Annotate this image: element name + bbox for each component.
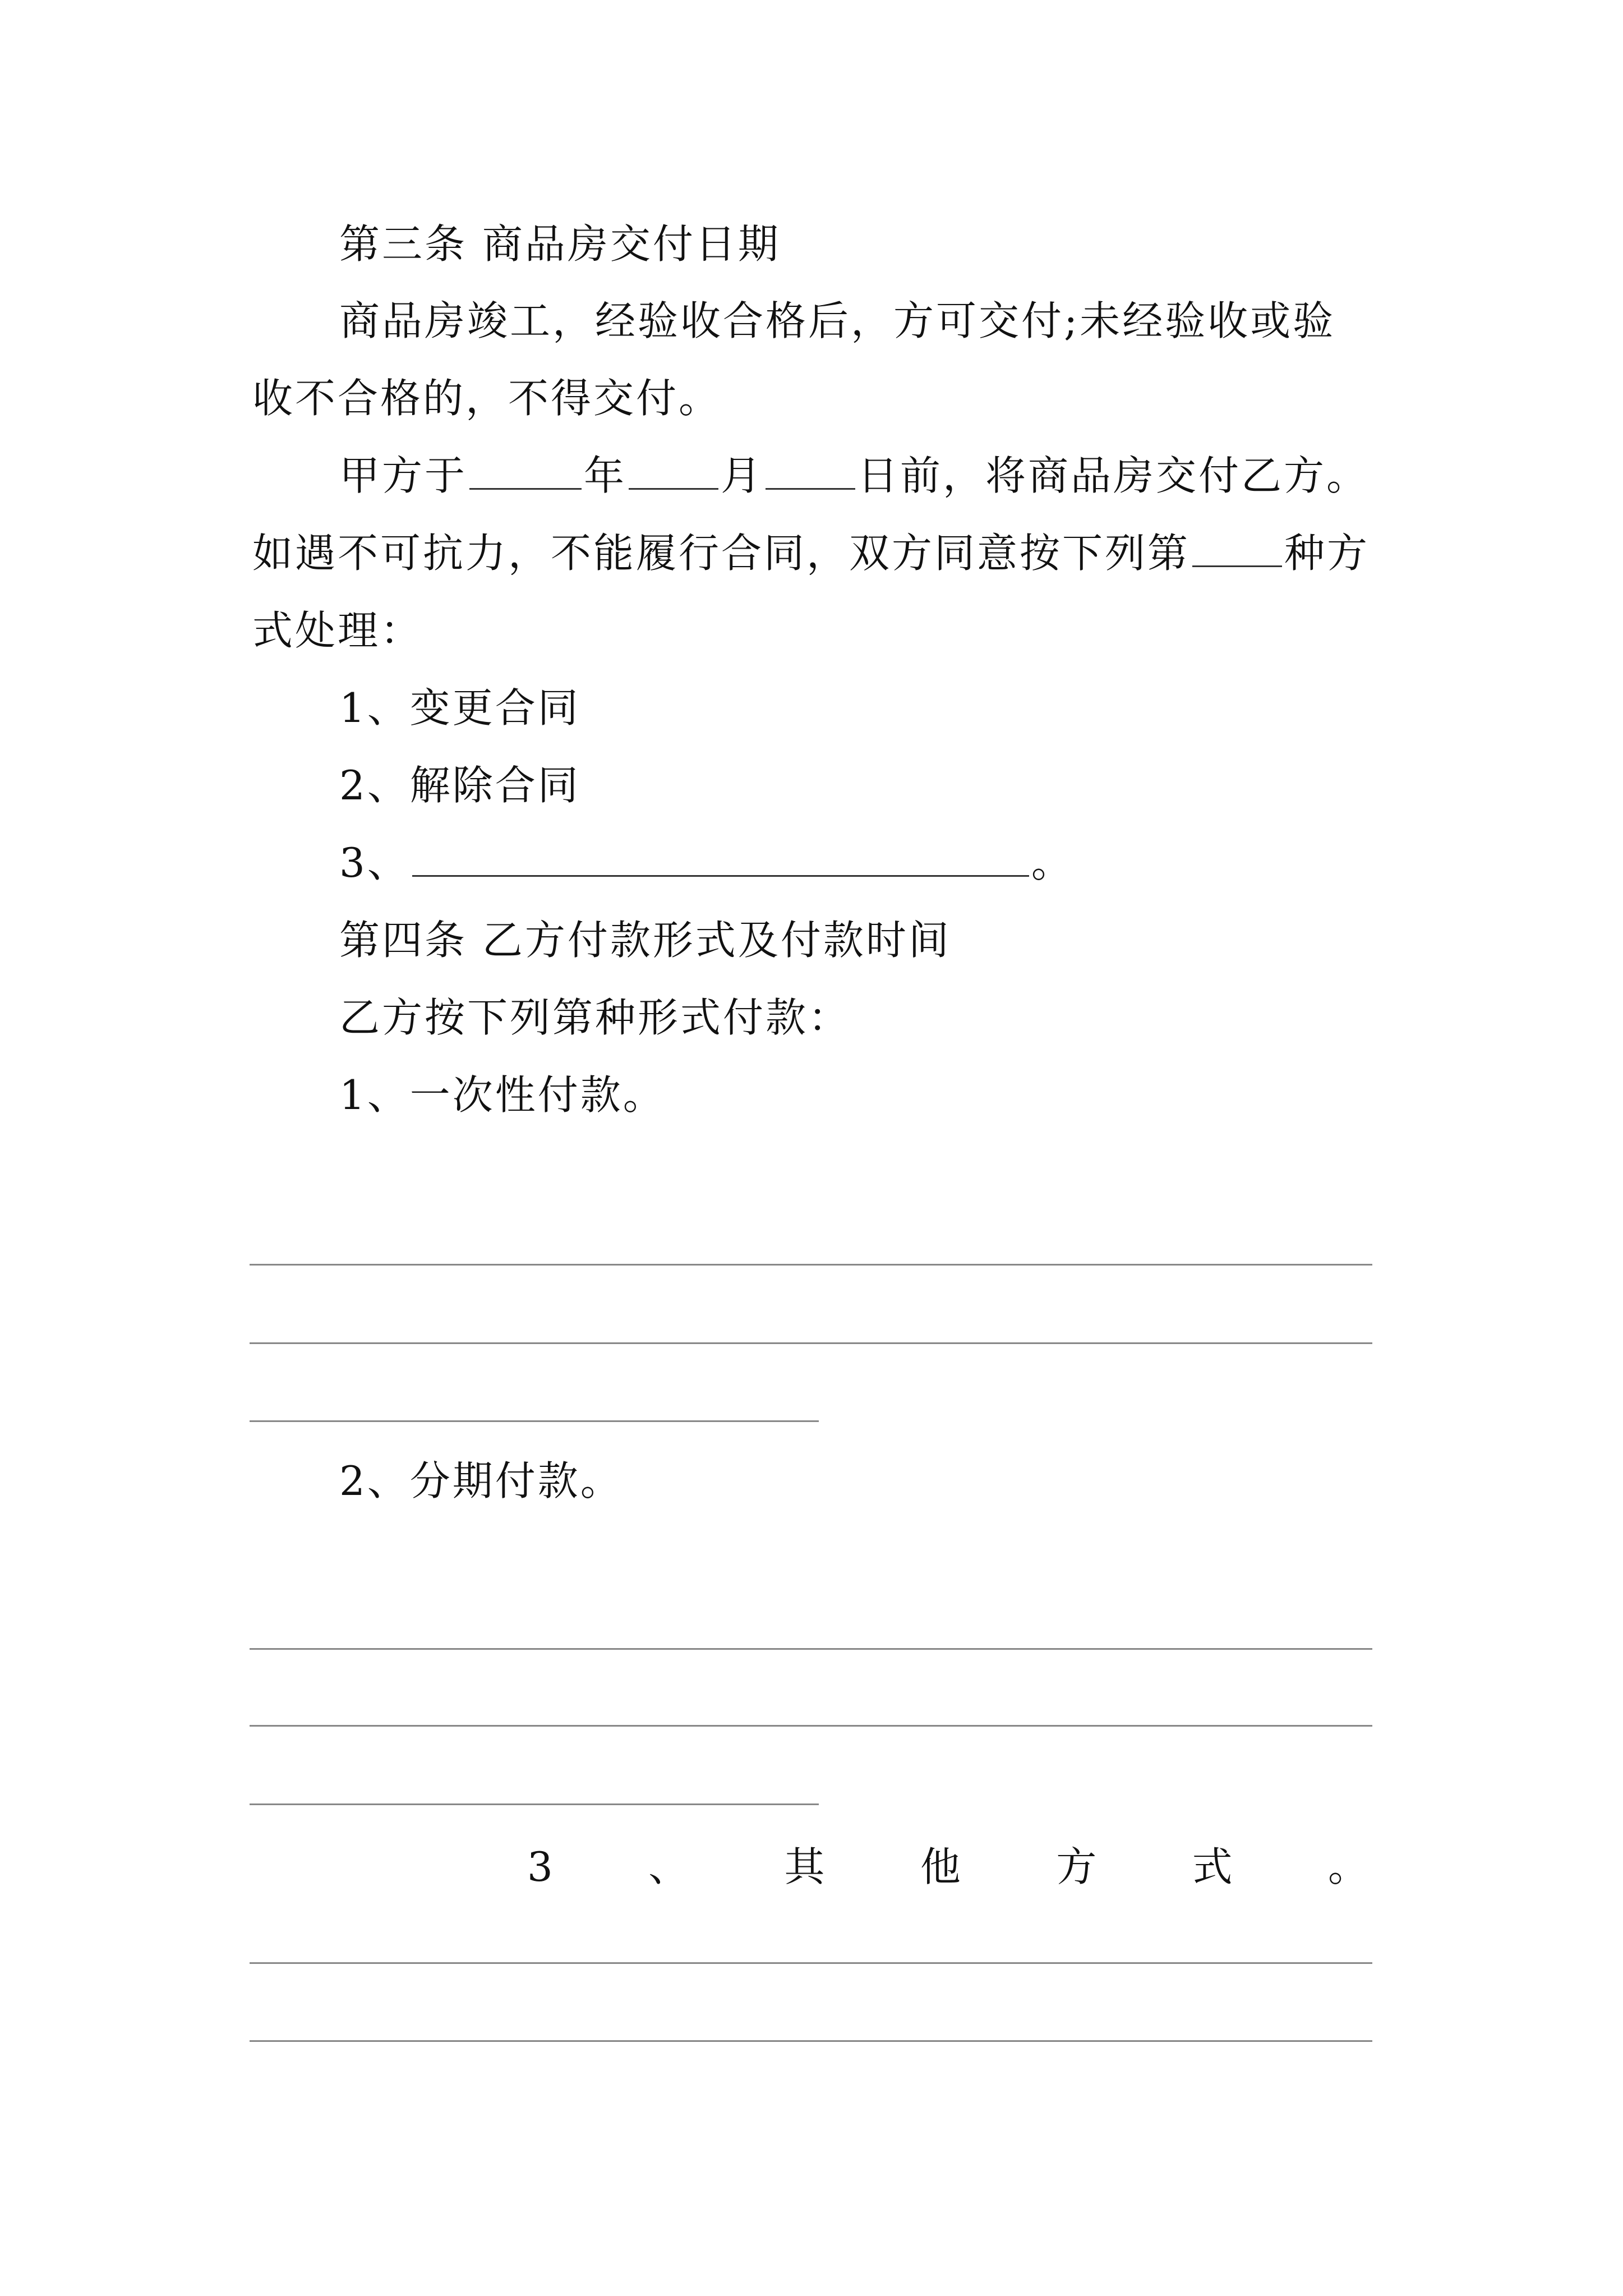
- article3-paragraph2-line1: [339, 448, 1369, 504]
- item3-prefix: 3、: [339, 839, 410, 886]
- fill-line-option1-a[interactable]: [250, 1264, 1372, 1266]
- fill-line-option2-a[interactable]: [250, 1648, 1372, 1650]
- fill-line-option2-b[interactable]: [250, 1725, 1372, 1727]
- article3-paragraph1-line1: 商品房竣工，经验收合格后，方可交付;未经验收或验: [339, 297, 1336, 344]
- article3-paragraph2-line2: [252, 525, 1370, 581]
- text-year: 年: [584, 452, 627, 499]
- fill-line-option3-b[interactable]: [250, 2040, 1372, 2042]
- article4-option1: 1、一次性付款。: [339, 1071, 666, 1119]
- text-jiafang-yu: 甲方于: [339, 452, 468, 499]
- text-kind-method: 种方: [1284, 530, 1370, 577]
- text-day-rest: 日前，将商品房交付乙方。: [857, 452, 1370, 499]
- blank-option-number[interactable]: [1192, 526, 1282, 567]
- option3-char: 他: [920, 1843, 961, 1890]
- fill-line-option2-c[interactable]: [250, 1803, 819, 1805]
- option3-char: 式: [1192, 1843, 1233, 1890]
- article3-item2: 2、解除合同: [339, 762, 580, 809]
- fill-line-option1-c[interactable]: [250, 1420, 819, 1422]
- option3-char: 、: [648, 1843, 689, 1890]
- article3-paragraph2-line3: 式处理：: [252, 607, 423, 654]
- blank-item3[interactable]: [412, 836, 1029, 877]
- fill-line-option3-a[interactable]: [250, 1962, 1372, 1964]
- article3-paragraph1-line2: 收不合格的，不得交付。: [252, 375, 722, 422]
- item3-suffix: 。: [1031, 839, 1074, 886]
- article3-item3: [339, 835, 1074, 891]
- article3-heading: 第三条 商品房交付日期: [339, 220, 781, 268]
- option3-char: 3: [527, 1843, 553, 1890]
- article4-option3: [527, 1839, 1368, 1895]
- blank-year[interactable]: [469, 449, 582, 490]
- article4-option2: 2、分期付款。: [339, 1457, 623, 1504]
- article3-item1: 1、变更合同: [339, 684, 580, 731]
- blank-month[interactable]: [629, 449, 718, 490]
- text-month: 月: [721, 452, 764, 499]
- blank-day[interactable]: [766, 449, 855, 490]
- option3-char: 其: [784, 1843, 825, 1890]
- fill-line-option1-b[interactable]: [250, 1342, 1372, 1344]
- article4-heading: 第四条 乙方付款形式及付款时间: [339, 917, 951, 964]
- option3-char: 。: [1327, 1843, 1368, 1890]
- article4-intro: 乙方按下列第种形式付款：: [339, 994, 851, 1041]
- option3-char: 方: [1056, 1843, 1097, 1890]
- text-force-majeure: 如遇不可抗力，不能履行合同，双方同意按下列第: [252, 530, 1191, 577]
